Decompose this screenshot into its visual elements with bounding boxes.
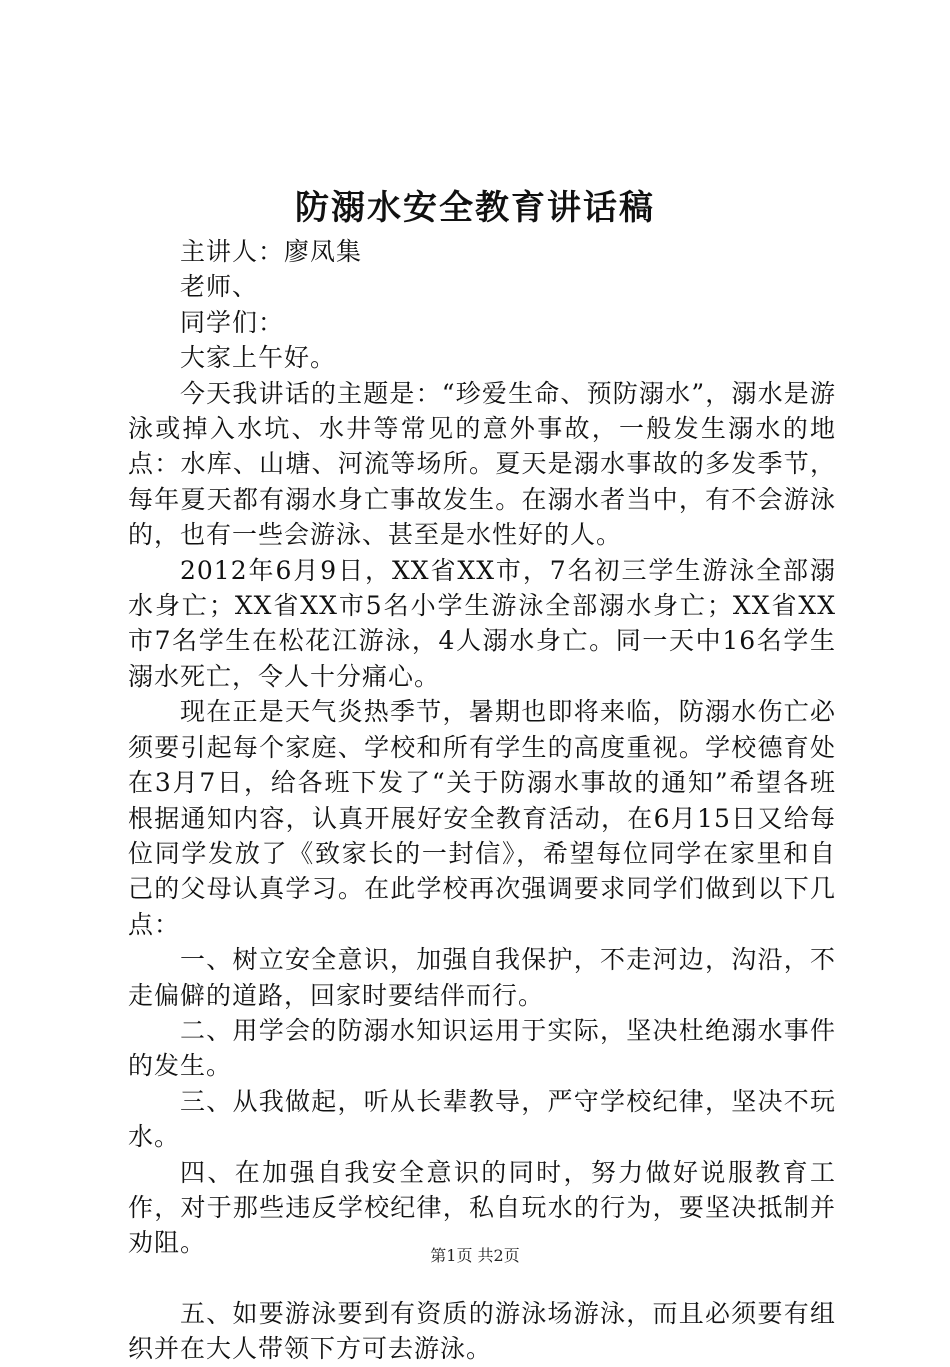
- speaker-line: 主讲人：廖凤集: [180, 237, 363, 266]
- salutation-students: 同学们：: [180, 307, 285, 337]
- salutation-teachers: 老师、: [180, 272, 259, 302]
- point-five: 五、如要游泳要到有资质的游泳场游泳，而且必须要有组织并在大人带领下方可去游泳。: [128, 1298, 836, 1364]
- point-two: 二、用学会的防溺水知识运用于实际，坚决杜绝溺水事件的发生。: [128, 1015, 836, 1081]
- paragraph-requirements: 现在正是天气炎热季节，暑期也即将来临，防溺水伤亡必须要引起每个家庭、学校和所有学生的高度重视。学校德育处在3月7日，给各班下发了“关于防溺水事故的通知”希望各班根据通知内容，认真开展好安全教育活动，在6月15日又给每位同学发放了《致家长的一封信》，希望每位同学在家里和自己的父母认真学习。在此学校再次强调要求同学们做到以下几点：: [128, 697, 836, 939]
- paragraph-incidents: 2012年6月9日，XX省XX市，7名初三学生游泳全部溺水身亡；XX省XX市5名小学生游泳全部溺水身亡；XX省XX市7名学生在松花江游泳，4人溺水身亡。同一天中16名学生溺水死亡，令人十分痛心。: [128, 555, 836, 691]
- point-four: 四、在加强自我安全意识的同时，努力做好说服教育工作，对于那些违反学校纪律，私自玩水的行为，要坚决抵制并劝阻。: [128, 1157, 836, 1258]
- point-one: 一、树立安全意识，加强自我保护，不走河边，沟沿，不走偏僻的道路，回家时要结伴而行。: [128, 945, 836, 1010]
- page-footer: 第1页 共2页: [430, 1246, 520, 1265]
- point-three: 三、从我做起，听从长辈教导，严守学校纪律，坚决不玩水。: [128, 1086, 836, 1152]
- document-body: [128, 234, 836, 1367]
- document-title: 防溺水安全教育讲话稿: [295, 188, 655, 228]
- greeting: 大家上午好。: [180, 343, 337, 373]
- paragraph-theme: 今天我讲话的主题是：“珍爱生命、预防溺水”，溺水是游泳或掉入水坑、水井等常见的意外事故，一般发生溺水的地点：水库、山塘、河流等场所。夏天是溺水事故的多发季节，每年夏天都有溺水身亡事故发生。在溺水者当中，有不会游泳的，也有一些会游泳、甚至是水性好的人。: [128, 378, 836, 550]
